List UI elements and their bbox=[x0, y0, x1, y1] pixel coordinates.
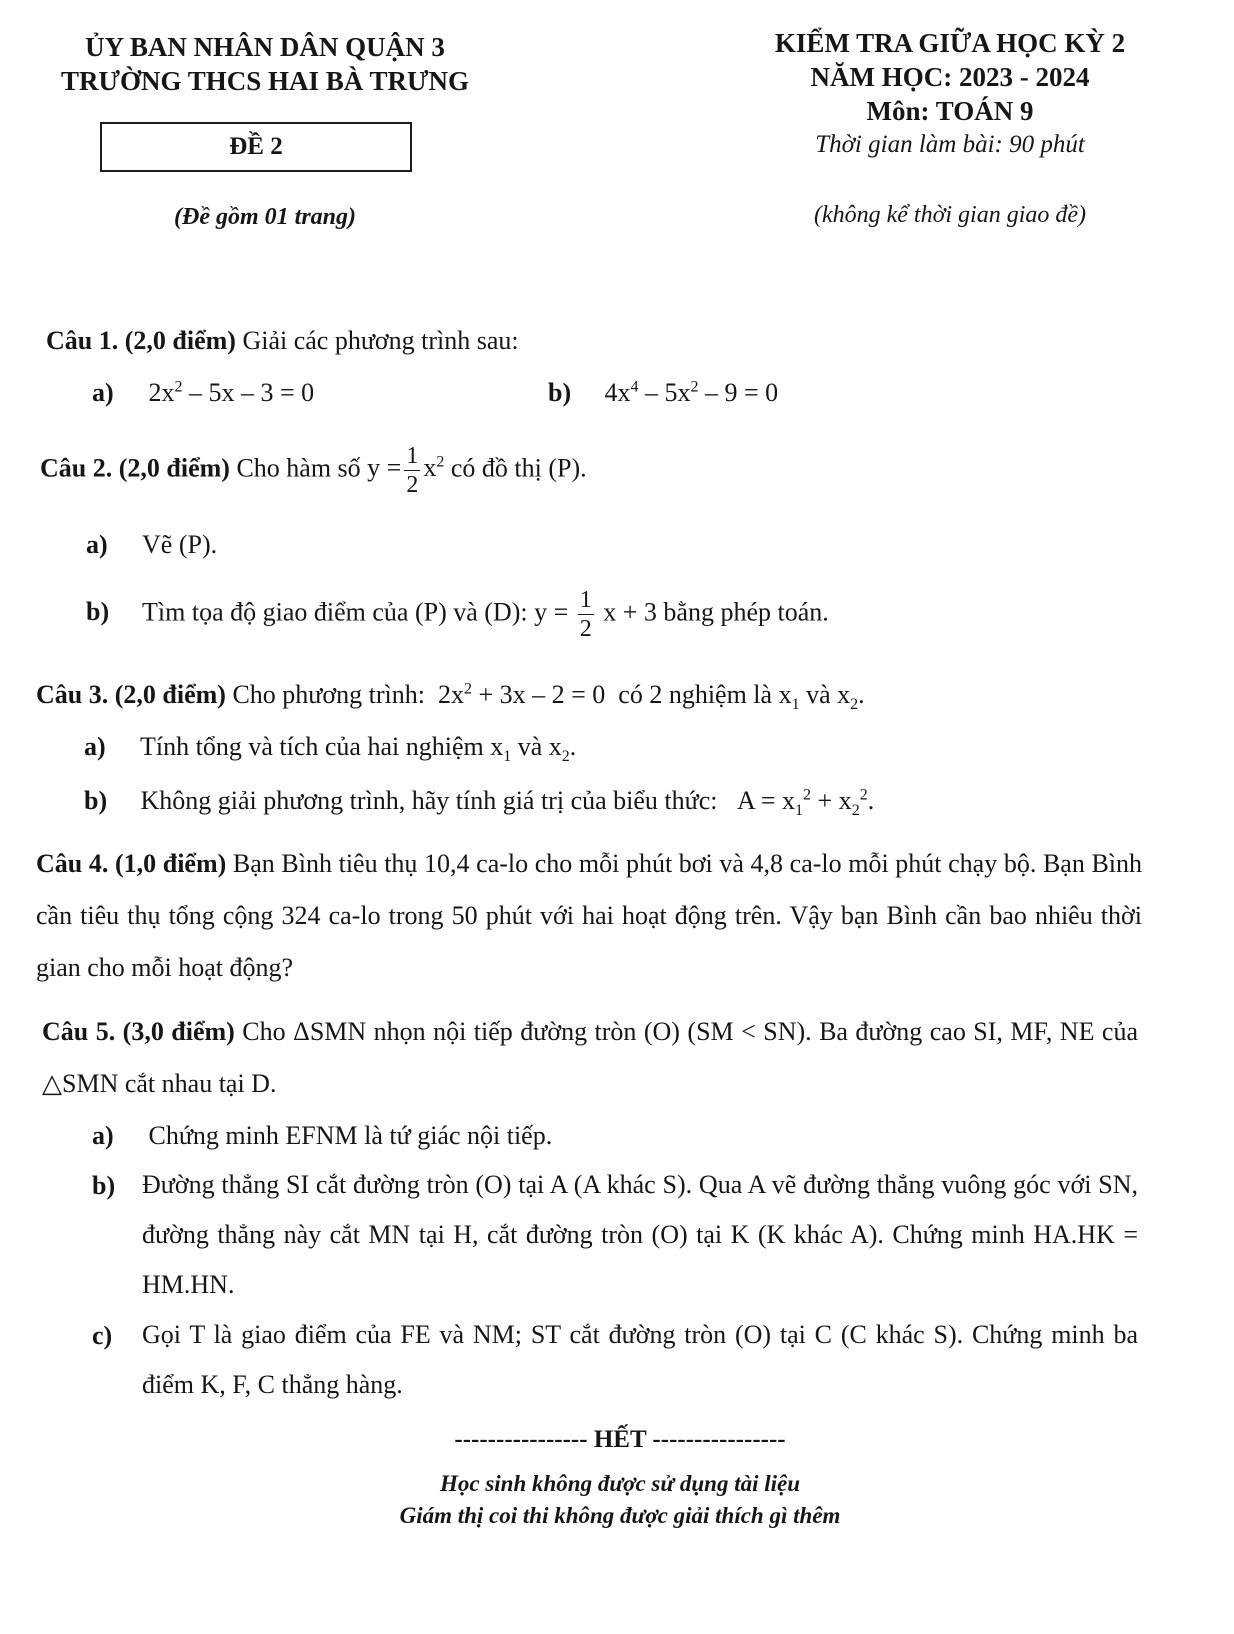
root-x2: $x_2$. bbox=[837, 680, 865, 714]
question-5b bbox=[92, 1160, 1138, 1310]
end-marker: ---------------- HẾT ---------------- bbox=[454, 1426, 786, 1453]
item-label: c) bbox=[92, 1321, 113, 1350]
question-3b-text: Không giải phương trình, hãy tính giá trị của biểu thức: bbox=[140, 786, 718, 815]
question-3-prompt: Cho phương trình: bbox=[232, 680, 425, 709]
exam-header bbox=[720, 26, 1180, 232]
question-4-text: Bạn Bình tiêu thụ 10,4 ca-lo cho mỗi phút bơi và 4,8 ca-lo mỗi phút chạy bộ. Bạn Bình cần tiêu thụ tổng cộng 324 ca-lo trong 50 phút với hai hoạt động trên. Vậy bạn Bình cần bao nhiêu thời gian cho mỗi hoạt động? bbox=[36, 849, 1143, 982]
exam-duration: Thời gian làm bài: 90 phút bbox=[815, 131, 1085, 158]
exam-code: ĐỀ 2 bbox=[229, 133, 283, 160]
question-2-prompt-end: có đồ thị (P). bbox=[450, 453, 587, 483]
question-5c-text: Gọi T là giao điểm của FE và NM; ST cắt đường tròn (O) tại C (C khác S). Chứng minh ba điểm K, F, C thẳng hàng. bbox=[142, 1320, 1138, 1399]
question-2a-text: Vẽ (P). bbox=[142, 530, 218, 559]
question-1 bbox=[46, 326, 519, 356]
item-label: a) bbox=[86, 530, 108, 559]
question-2 bbox=[40, 444, 587, 497]
exam-code-box bbox=[100, 122, 412, 172]
pages-note: (Đề gồm 01 trang) bbox=[174, 204, 356, 230]
school-name: TRƯỜNG THCS HAI BÀ TRƯNG bbox=[60, 66, 470, 96]
question-4-title: Câu 4. (1,0 điểm) bbox=[36, 849, 227, 878]
conjunction: và bbox=[517, 732, 543, 761]
question-2b-text: Tìm tọa độ giao điểm của (P) và (D): y = bbox=[142, 597, 569, 627]
question-5 bbox=[42, 1006, 1138, 1110]
question-3b bbox=[84, 786, 874, 820]
root-x1: $x_1$ bbox=[778, 680, 800, 714]
item-label: a) bbox=[84, 732, 106, 761]
root-x1: $x_1$ bbox=[490, 732, 512, 766]
question-2b-text-end: x + 3 bằng phép toán. bbox=[603, 597, 829, 627]
exam-title: KIỂM TRA GIỮA HỌC KỲ 2 bbox=[774, 28, 1126, 58]
question-2b bbox=[86, 588, 829, 641]
question-3a-text: Tính tổng và tích của hai nghiệm bbox=[140, 732, 484, 761]
root-x2: $x_2$. bbox=[548, 732, 577, 766]
item-label: b) bbox=[92, 1171, 116, 1200]
question-2a bbox=[86, 530, 217, 560]
question-1-title: Câu 1. (2,0 điểm) bbox=[46, 326, 236, 355]
fraction-one-half: $\frac{1}{2}$ bbox=[406, 443, 419, 498]
subject: Môn: TOÁN 9 bbox=[866, 96, 1034, 126]
question-3a bbox=[84, 732, 576, 766]
item-label: a) bbox=[92, 1121, 114, 1150]
school-header bbox=[40, 30, 490, 98]
question-5-title: Câu 5. (3,0 điểm) bbox=[42, 1017, 235, 1046]
conjunction: và bbox=[806, 680, 831, 709]
expression-A: $A = x_1^2 + x_2^2$. bbox=[724, 786, 875, 820]
equation-3: $2x^2 + 3x - 2 = 0$ bbox=[431, 680, 612, 709]
question-3-prompt-end: có 2 nghiệm là bbox=[618, 680, 773, 709]
item-label: b) bbox=[86, 597, 110, 627]
equation-1b: $4x^4 - 5x^2 - 9 = 0$ bbox=[604, 378, 779, 407]
question-1b bbox=[548, 378, 778, 408]
duration-note: (không kể thời gian giao đề) bbox=[813, 202, 1087, 228]
question-5b-text: Đường thẳng SI cắt đường tròn (O) tại A (A khác S). Qua A vẽ đường thẳng vuông góc với SN, đường thẳng này cắt MN tại H, cắt đường tròn (O) tại K (K khác A). Chứng minh HA.HK = HM.HN. bbox=[142, 1170, 1138, 1299]
fraction-one-half: $\frac{1}{2}$ bbox=[579, 587, 592, 642]
question-2-title: Câu 2. (2,0 điểm) bbox=[40, 453, 230, 483]
school-year: NĂM HỌC: 2023 - 2024 bbox=[810, 62, 1090, 92]
footer-note-1: Học sinh không được sử dụng tài liệu bbox=[439, 1471, 801, 1496]
item-label: b) bbox=[84, 786, 108, 815]
function-formula: y = $\frac{1}{2}$ $x^2$ bbox=[367, 443, 445, 498]
item-label: a) bbox=[92, 378, 114, 407]
question-3-title: Câu 3. (2,0 điểm) bbox=[36, 680, 226, 709]
question-1-prompt: Giải các phương trình sau: bbox=[242, 326, 519, 355]
question-3 bbox=[36, 680, 865, 714]
question-2-prompt: Cho hàm số bbox=[236, 453, 361, 483]
item-label: b) bbox=[548, 378, 572, 407]
question-5a-text: Chứng minh EFNM là tứ giác nội tiếp. bbox=[148, 1121, 553, 1150]
equation-1a: $2x^2 - 5x - 3 = 0$ bbox=[148, 378, 315, 407]
question-5c bbox=[92, 1310, 1138, 1410]
question-5-text: Cho ΔSMN nhọn nội tiếp đường tròn (O) (SM < SN). Ba đường cao SI, MF, NE của △SMN cắt nhau tại D. bbox=[42, 1017, 1139, 1098]
footer-note-2: Giám thị coi thi không được giải thích gì thêm bbox=[399, 1503, 841, 1528]
question-4 bbox=[36, 838, 1142, 994]
question-5a bbox=[92, 1110, 1138, 1162]
question-1a bbox=[92, 378, 314, 408]
district-name: ỦY BAN NHÂN DÂN QUẬN 3 bbox=[85, 32, 445, 62]
